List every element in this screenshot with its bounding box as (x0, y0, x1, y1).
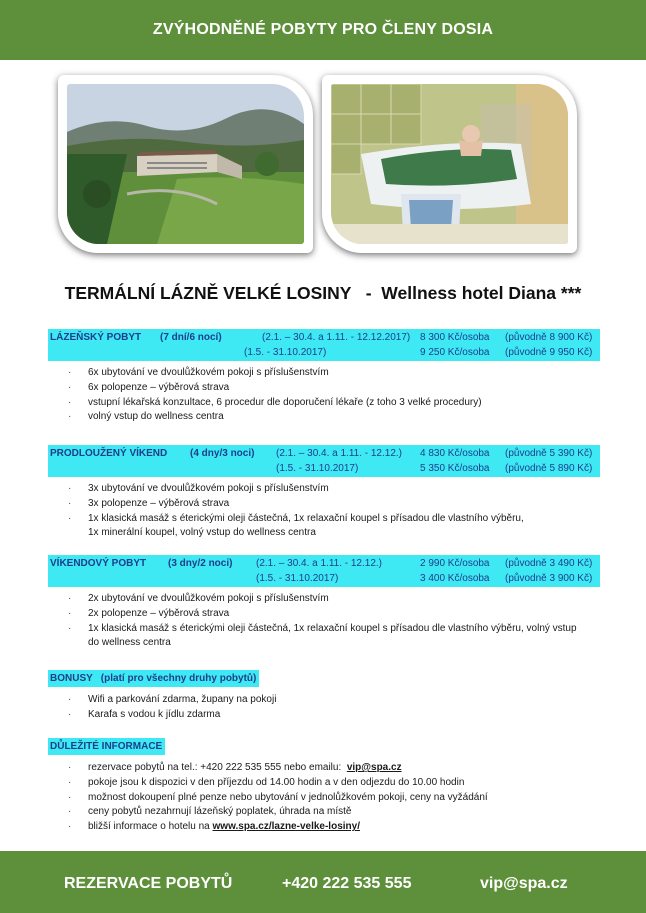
list-item: · 6x ubytování ve dvoulůžkovém pokoji s příslušenstvím (68, 367, 329, 378)
package-inclusions (48, 366, 600, 425)
package-inclusions (48, 482, 600, 541)
list-item: · volný vstup do wellness centra (68, 411, 224, 423)
bonus-list (48, 693, 600, 723)
list-item: · 2x ubytování ve dvoulůžkovém pokoji s příslušenstvím (68, 593, 329, 604)
list-item: · 6x polopenze – výběrová strava (68, 381, 230, 393)
email-link[interactable]: vip@spa.cz (346, 762, 402, 773)
package-original-price: (původně 5 390 Kč) (505, 448, 593, 459)
list-item: · rezervace pobytů na tel.: +420 222 535 555 nebo emailu: vip@spa.cz (68, 762, 402, 773)
list-item: · Wifi a parkování zdarma, župany na pokoji (68, 694, 277, 705)
hotel-info-link[interactable]: www.spa.cz/lazne-velke-losiny/ (212, 821, 360, 833)
list-item: 1x minerální koupel, volný vstup do wellness centra (88, 527, 316, 539)
package-price: 2 990 Kč/osoba (420, 558, 490, 569)
page-title: ZVÝHODNĚNÉ POBYTY PRO ČLENY DOSIA (152, 21, 494, 38)
info-section (48, 736, 600, 835)
package-duration: (3 dny/2 noci) (168, 558, 233, 569)
package-header (48, 329, 600, 361)
package-duration: (7 dní/6 nocí) (160, 332, 222, 343)
package-original-price: (původně 3 490 Kč) (505, 558, 593, 569)
list-item: · ceny pobytů nezahrnují lázeňský poplatek, úhrada na místě (68, 806, 352, 818)
package-dates: (2.1. – 30.4. a 1.11. - 12.12.) (256, 558, 383, 569)
package-name: VÍKENDOVÝ POBYT (50, 558, 147, 569)
package-original-price: (původně 9 950 Kč) (505, 346, 593, 358)
footer-label: REZERVACE POBYTŮ (64, 875, 233, 892)
package-original-price: (původně 5 890 Kč) (505, 462, 593, 474)
package-inclusions (48, 592, 600, 651)
package-spa-stay (48, 329, 600, 425)
package-weekend-stay (48, 555, 600, 651)
package-dates: (1.5. - 31.10.2017) (244, 346, 327, 358)
list-item: · možnost dokoupení plné penze nebo ubytování v jednolůžkovém pokoji, ceny na vyžádání (68, 791, 488, 803)
package-original-price: (původně 8 900 Kč) (505, 332, 593, 343)
list-item: · 3x polopenze – výběrová strava (68, 497, 230, 509)
info-list (48, 761, 600, 835)
header-banner (0, 0, 646, 60)
spa-bath-photo (322, 75, 577, 253)
list-item: · 1x klasická masáž s éterickými oleji částečná, 1x relaxační koupel s přísadou dle vlastního výběru, volný vstup do wellness centra (68, 622, 577, 649)
package-dates: (1.5. - 31.10.2017) (256, 572, 339, 584)
package-price: 3 400 Kč/osoba (420, 572, 490, 584)
package-name: LÁZEŇSKÝ POBYT (50, 332, 142, 343)
package-price: 4 830 Kč/osoba (420, 448, 490, 459)
package-name: PRODLOUŽENÝ VÍKEND (50, 448, 168, 459)
package-original-price: (původně 3 900 Kč) (505, 572, 593, 584)
package-extended-weekend (48, 445, 600, 541)
list-item: · 1x klasická masáž s éterickými oleji částečná, 1x relaxační koupel s přísadou dle vlastního výběru, (68, 512, 524, 524)
package-dates: (2.1. – 30.4. a 1.11. - 12.12.2017) (262, 332, 411, 343)
package-header (48, 445, 600, 477)
package-header (48, 555, 600, 587)
package-dates: (1.5. - 31.10.2017) (276, 462, 359, 474)
footer-banner (0, 851, 646, 913)
footer-email[interactable]: vip@spa.cz (480, 875, 568, 892)
list-item: · 3x ubytování ve dvoulůžkovém pokoji s příslušenstvím (68, 483, 329, 494)
info-heading: DŮLEŽITÉ INFORMACE (48, 738, 165, 755)
list-item: · Karafa s vodou k jídlu zdarma (68, 708, 221, 720)
bonus-section (48, 668, 600, 723)
package-price: 5 350 Kč/osoba (420, 462, 490, 474)
list-item: · vstupní lékařská konzultace, 6 procedur dle doporučení lékaře (z toho 3 velké procedury) (68, 396, 482, 408)
package-price: 8 300 Kč/osoba (420, 332, 490, 343)
hotel-title: TERMÁLNÍ LÁZNĚ VELKÉ LOSINY - Wellness hotel Diana *** (64, 283, 582, 303)
package-price: 9 250 Kč/osoba (420, 346, 490, 358)
footer-phone[interactable]: +420 222 535 555 (282, 875, 412, 892)
list-item: · 2x polopenze – výběrová strava (68, 607, 230, 619)
hotel-photo (58, 75, 313, 253)
list-item: · pokoje jsou k dispozici v den příjezdu od 14.00 hodin a v den odjezdu do 10.00 hodin (68, 776, 465, 788)
package-duration: (4 dny/3 noci) (190, 448, 255, 459)
package-dates: (2.1. – 30.4. a 1.11. - 12.12.) (276, 448, 403, 459)
list-item: · bližší informace o hotelu na www.spa.cz/lazne-velke-losiny/ (68, 821, 360, 833)
bonus-heading: BONUSY (platí pro všechny druhy pobytů) (48, 670, 259, 687)
